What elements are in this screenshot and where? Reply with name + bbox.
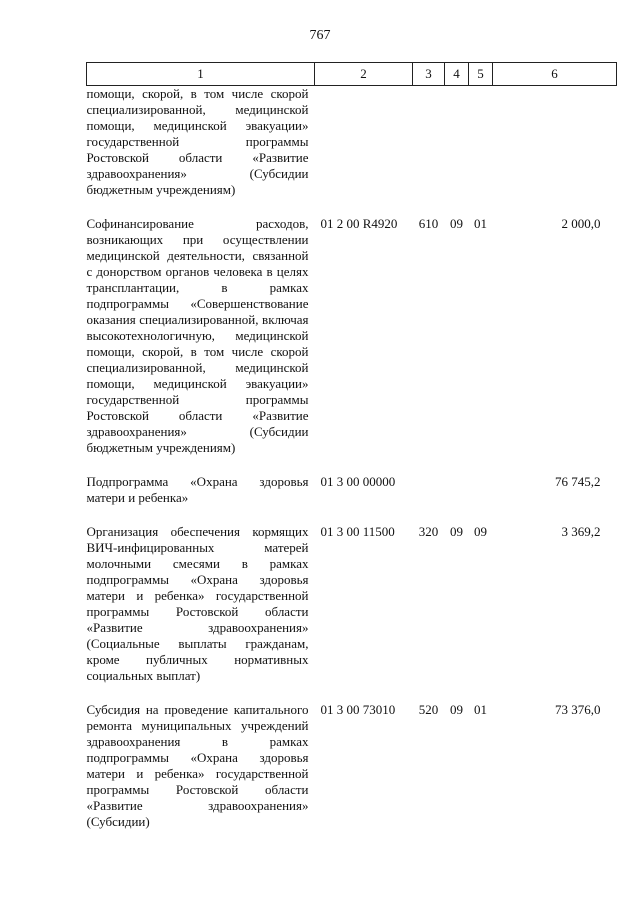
- table-row: [87, 216, 617, 474]
- column-header: 6: [493, 63, 617, 86]
- table-row: [87, 474, 617, 524]
- row-description: помощи, скорой, в том числе скорой специализированной, медицинской помощи, медицинской эвакуации» государственной программы Ростовской области «Развитие здравоохранения» (Субсидии бюджетным учреждениям): [86, 86, 309, 197]
- row-rz: 09: [450, 216, 463, 231]
- table-row: [87, 524, 617, 702]
- row-pr: 09: [474, 524, 487, 539]
- row-pr: 01: [474, 702, 487, 717]
- row-amount: 3 369,2: [561, 524, 601, 539]
- row-pr: [469, 86, 493, 217]
- column-header: 1: [87, 63, 315, 86]
- row-vr: 610: [418, 216, 439, 231]
- row-vr: [413, 86, 445, 217]
- page-number: 767: [309, 28, 331, 43]
- row-rz: [445, 474, 469, 524]
- row-vr: [413, 474, 445, 524]
- table-header: [87, 63, 617, 86]
- row-amount: [493, 86, 617, 217]
- row-code: [315, 86, 413, 217]
- column-header: 4: [445, 63, 469, 86]
- row-description: Организация обеспечения кормящих ВИЧ-инфицированных матерей молочными смесями в рамках подпрограммы «Охрана здоровья матери и ребенка» государственной программы Ростовской области «Развитие здравоохранения» (Социальные выплаты гражданам, кроме публичных нормативных социальных выплат): [86, 524, 309, 683]
- row-rz: 09: [450, 702, 463, 717]
- row-code: 01 3 00 00000: [320, 474, 396, 489]
- row-amount: 2 000,0: [561, 216, 601, 231]
- table-row: [87, 86, 617, 217]
- row-pr: [469, 474, 493, 524]
- column-header: 3: [413, 63, 445, 86]
- table-row: [87, 702, 617, 830]
- row-description: Подпрограмма «Охрана здоровья матери и ребенка»: [86, 474, 309, 505]
- row-code: 01 3 00 73010: [320, 702, 396, 717]
- budget-table: [86, 62, 617, 830]
- row-vr: 520: [418, 702, 439, 717]
- row-amount: 76 745,2: [555, 474, 601, 489]
- row-rz: [445, 86, 469, 217]
- row-vr: 320: [418, 524, 439, 539]
- column-header: 2: [315, 63, 413, 86]
- row-description: Субсидия на проведение капитального ремонта муниципальных учреждений здравоохранения в рамках подпрограммы «Охрана здоровья матери и ребенка» государственной программы Ростовской области «Развитие здравоохранения» (Субсидии): [86, 702, 309, 829]
- row-rz: 09: [450, 524, 463, 539]
- row-amount: 73 376,0: [555, 702, 601, 717]
- row-pr: 01: [474, 216, 487, 231]
- row-code: 01 2 00 R4920: [320, 216, 398, 231]
- column-header: 5: [469, 63, 493, 86]
- row-code: 01 3 00 11500: [320, 524, 395, 539]
- row-description: Софинансирование расходов, возникающих при осуществлении медицинской деятельности, связанной с донорством органов человека в целях трансплантации, в рамках подпрограммы «Совершенствование оказания специализированной, включая высокотехнологичную, медицинской помощи, скорой, в том числе скорой специализированной, медицинской помощи, медицинской эвакуации» государственной программы Ростовской области «Развитие здравоохранения» (Субсидии бюджетным учреждениям): [86, 216, 309, 455]
